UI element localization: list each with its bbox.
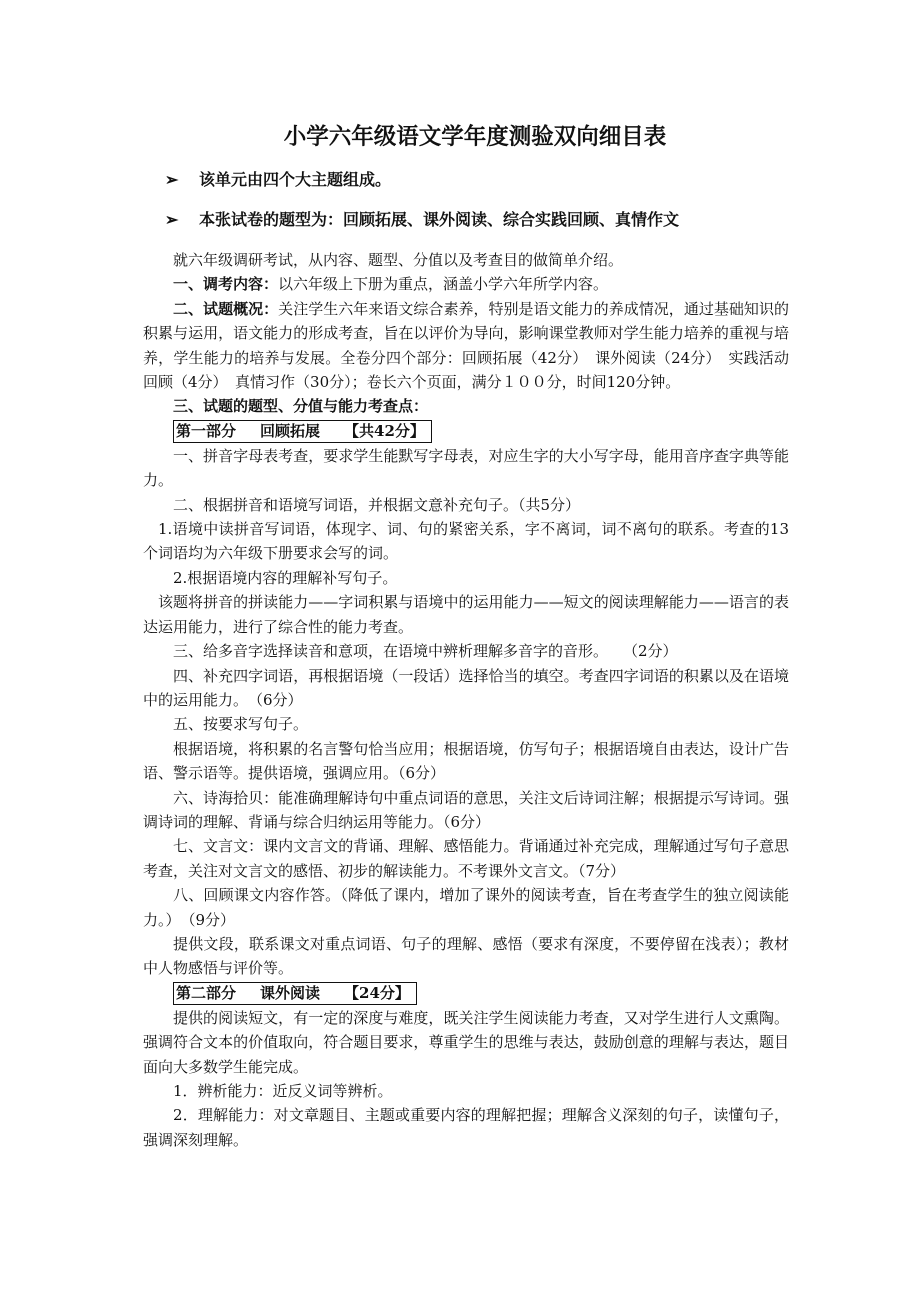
item-paragraph: 一、拼音字母表考查，要求学生能默写字母表，对应生字的大小写字母，能用音序查字典等能力。	[143, 446, 789, 490]
item-paragraph: 2.根据语境内容的理解补写句子。	[173, 568, 398, 587]
item-paragraph: 五、按要求写句子。	[173, 715, 309, 734]
item-paragraph: 提供的阅读短文，有一定的深度与难度，既关注学生阅读能力考查，又对学生进行人文熏陶。强调符合文本的价值取向，符合题目要求，尊重学生的思维与表达，鼓励创意的理解与表达，题目面向大多数学生能完成。	[143, 1008, 789, 1076]
item-paragraph: 三、给多音字选择读音和意项，在语境中辨析理解多音字的音形。 （2分）	[173, 642, 678, 661]
item-paragraph: 1．辨析能力：近反义词等辨析。	[173, 1082, 393, 1100]
part-heading-box: 第一部分 回顾拓展 【共42分】	[173, 420, 432, 443]
bullet-item: ➢ 本张试卷的题型为：回顾拓展、课外阅读、综合实践回顾、真情作文	[165, 208, 789, 232]
page-title: 小学六年级语文学年度测验双向细目表	[283, 124, 667, 150]
section-content-scope: 一、调考内容：以六年级上下册为重点，涵盖小学六年所学内容。	[173, 275, 609, 294]
item-paragraph: 六、诗海拾贝：能准确理解诗句中重点词语的意思，关注文后诗词注解；根据提示写诗词。强调诗词的理解、背诵与综合归纳运用等能力。（6分）	[143, 788, 789, 831]
item-paragraph: 提供文段，联系课文对重点词语、句子的理解、感悟（要求有深度，不要停留在浅表）；教材中人物感悟与评价等。	[143, 934, 789, 978]
arrow-bullet-icon: ➢	[165, 170, 179, 189]
item-paragraph: 四、补充四字词语，再根据语境（一段话）选择恰当的填空。考查四字词语的积累以及在语境中的运用能力。 （6分）	[143, 666, 789, 709]
section-heading: 一、调考内容：	[173, 275, 279, 294]
item-paragraph: 该题将拼音的拼读能力——字词积累与语境中的运用能力——短文的阅读理解能力——语言的表达运用能力，进行了综合性的能力考查。	[143, 593, 789, 636]
intro-paragraph: 就六年级调研考试，从内容、题型、分值以及考查目的做简单介绍。	[173, 251, 624, 269]
arrow-bullet-icon: ➢	[165, 210, 179, 229]
part-heading-box: 第二部分 课外阅读 【24分】	[173, 982, 417, 1005]
item-paragraph: 2．理解能力：对文章题目、主题或重要内容的理解把握；理解含义深刻的句子，读懂句子，强调深刻理解。	[143, 1106, 789, 1149]
item-paragraph: 根据语境，将积累的名言警句恰当应用；根据语境，仿写句子；根据语境自由表达，设计广告语、警示语等。提供语境，强调应用。（6分）	[143, 739, 789, 783]
section-heading: 三、试题的题型、分值与能力考查点：	[173, 397, 429, 416]
section-heading: 二、试题概况：	[173, 299, 279, 318]
item-paragraph: 1.语境中读拼音写词语，体现字、词、句的紧密关系，字不离词，词不离句的联系。考查的13个词语均为六年级下册要求会写的词。	[143, 520, 789, 563]
item-paragraph: 八、回顾课文内容作答。（降低了课内，增加了课外的阅读考查，旨在考查学生的独立阅读能力。） （9分）	[143, 886, 789, 929]
document-body	[143, 122, 789, 1152]
item-paragraph: 二、根据拼音和语境写词语，并根据文意补充句子。（共5分）	[173, 495, 581, 514]
section-overview: 二、试题概况：关注学生六年来语文综合素养，特别是语文能力的养成情况，通过基础知识的积累与运用，语文能力的形成考查，旨在以评价为导向，影响课堂教师对学生能力培养的重视与培养，学生能力的培养与发展。全卷分四个部分：回顾拓展（42分） 课外阅读（24分） 实践活动回顾（4分） 真情习作（30分）；卷长六个页面，满分１００分，时间120分钟。	[143, 299, 789, 392]
item-paragraph: 七、文言文：课内文言文的背诵、理解、感悟能力。背诵通过补充完成，理解通过写句子意思考查，关注对文言文的感悟、初步的解读能力。不考课外文言文。（7分）	[143, 837, 789, 880]
bullet-item: ➢ 该单元由四个大主题组成。	[165, 168, 789, 192]
